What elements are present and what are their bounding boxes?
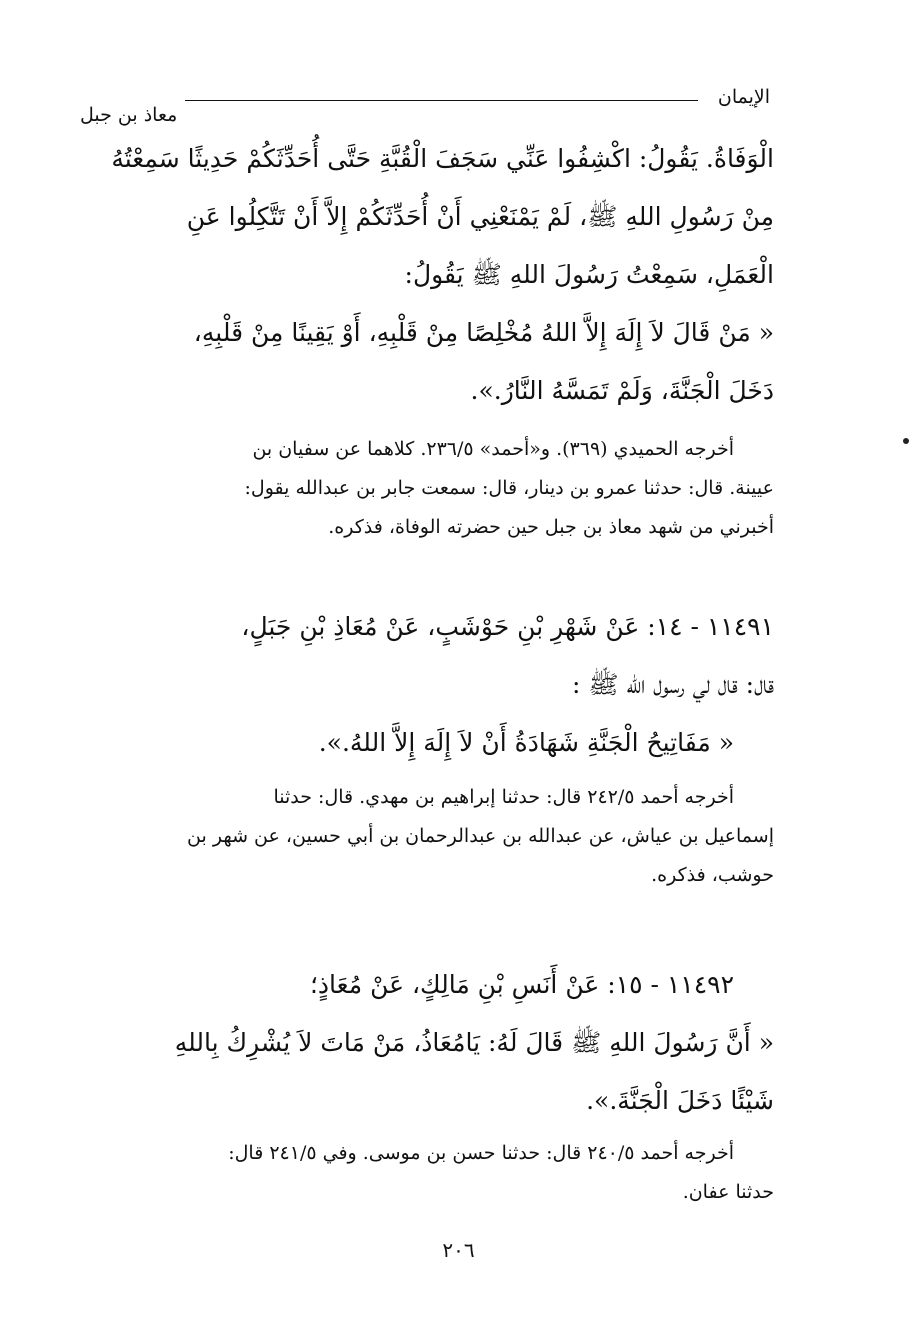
note-line: حوشب، فذكره. (651, 864, 774, 886)
header-section-title: الإيمان (717, 86, 770, 108)
page-number: ٢٠٦ (442, 1238, 475, 1262)
note-line: عيينة. قال: حدثنا عمرو بن دينار، قال: سمعت جابر بن عبدالله يقول: (244, 477, 774, 499)
margin-dot (903, 438, 909, 444)
takhrij-note-3 (84, 1134, 774, 1212)
text-line: دَخَلَ الْجَنَّةَ، وَلَمْ تَمَسَّهُ النَّارُ.». (470, 376, 774, 405)
text-line: « أَنَّ رَسُولَ اللهِ ﷺ قَالَ لَهُ: يَامُعَاذُ، مَنْ مَاتَ لاَ يُشْرِكُ بِاللهِ (174, 1028, 774, 1057)
hadith-11491 (84, 598, 774, 772)
note-line: حدثنا عفان. (682, 1181, 774, 1203)
takhrij-note-1 (84, 430, 774, 547)
note-line: أخرجه الحميدي (٣٦٩). و«أحمد» ٢٣٦/٥. كلاهما عن سفيان بن (252, 438, 734, 460)
takhrij-note-2 (84, 778, 774, 895)
text-line: مِنْ رَسُولِ اللهِ ﷺ، لَمْ يَمْنَعْنِي أَنْ أُحَدِّثَكُمْ إِلاَّ أَنْ تَتَّكِلُوا عَنِ (186, 202, 774, 231)
header-narrator: معاذ بن جبل (80, 104, 178, 126)
hadith-text-continued (84, 130, 774, 420)
note-line: أخبرني من شهد معاذ بن جبل حين حضرته الوفاة، فذكره. (328, 516, 774, 538)
text-line: الْعَمَلِ، سَمِعْتُ رَسُولَ اللهِ ﷺ يَقُولُ: (404, 260, 774, 289)
note-line: أخرجه أحمد ٢٤٢/٥ قال: حدثنا إبراهيم بن مهدي. قال: حدثنا (273, 786, 734, 808)
header-rule (185, 100, 698, 101)
text-line: قال: قال لي رسول الله ﷺ : (571, 670, 774, 699)
hadith-11492 (84, 956, 774, 1130)
text-line: « مَنْ قَالَ لاَ إِلَهَ إِلاَّ اللهُ مُخْلِصًا مِنْ قَلْبِهِ، أَوْ يَقِينًا مِنْ قَلْبِهِ، (193, 318, 774, 347)
text-line: الْوَفَاةُ. يَقُولُ: اكْشِفُوا عَنِّي سَجَفَ الْقُبَّةِ حَتَّى أُحَدِّثَكُمْ حَدِيثًا سَمِعْتُهُ (111, 144, 774, 173)
hadith-heading: ١١٤٩١ - ١٤: عَنْ شَهْرِ بْنِ حَوْشَبٍ، عَنْ مُعَاذِ بْنِ جَبَلٍ، (241, 612, 774, 641)
text-line: شَيْئًا دَخَلَ الْجَنَّةَ.». (586, 1086, 774, 1115)
note-line: أخرجه أحمد ٢٤٠/٥ قال: حدثنا حسن بن موسى. وفي ٢٤١/٥ قال: (228, 1142, 734, 1164)
note-line: إسماعيل بن عياش، عن عبدالله بن عبدالرحمان بن أبي حسين، عن شهر بن (187, 825, 774, 847)
hadith-heading: ١١٤٩٢ - ١٥: عَنْ أَنَسِ بْنِ مَالِكٍ، عَنْ مُعَاذٍ؛ (309, 970, 734, 999)
running-header (80, 86, 770, 126)
text-line: « مَفَاتِيحُ الْجَنَّةِ شَهَادَةُ أَنْ لاَ إِلَهَ إِلاَّ اللهُ.». (318, 728, 734, 757)
